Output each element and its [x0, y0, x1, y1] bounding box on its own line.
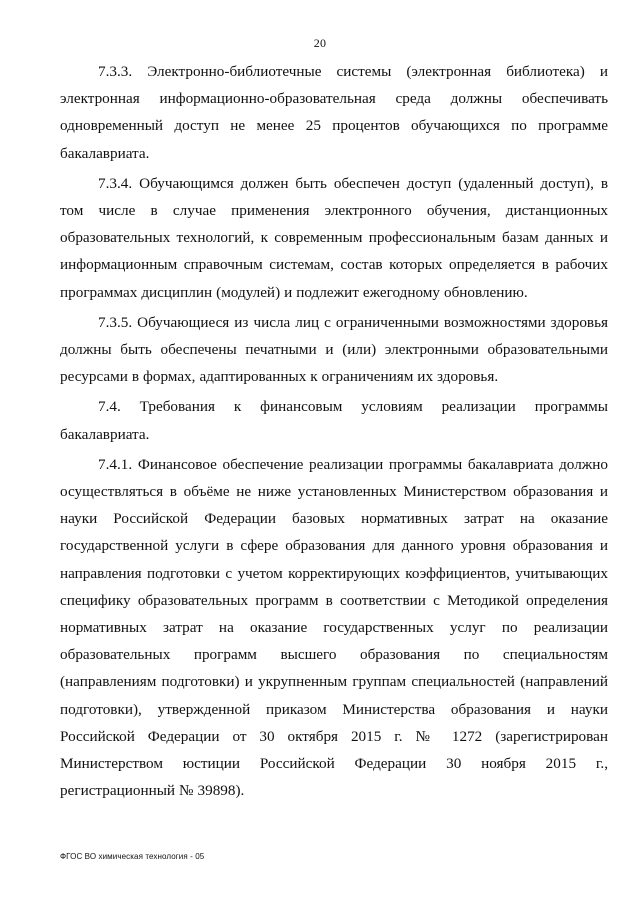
paragraph-7-4-1: 7.4.1. Финансовое обеспечение реализации программы бакалавриата должно осуществляться в объёме не ниже установленных Министерством образования и науки Российской Федерации базовых нормативных затрат на оказание государственной услуги в сфере образования для данного уровня образования и направления подготовки с учетом корректирующих коэффициентов, учитывающих специфику образовательных программ в соответствии с Методикой определения нормативных затрат на оказание государственных услуг по реализации образовательных программ высшего образования по специальностям (направлениям подготовки) и укрупненным группам специальностей (направлений подготовки), утвержденной приказом Министерства образования и науки Российской Федерации от 30 октября 2015 г. № 1272 (зарегистрирован Министерством юстиции Российской Федерации 30 ноября 2015 г., регистрационный № 39898).	[60, 455, 608, 800]
paragraph-7-3-3: 7.3.3. Электронно-библиотечные системы (электронная библиотека) и электронная информационно-образовательная среда должны обеспечивать одновременный доступ не менее 25 процентов обучающихся по программе бакалавриата.	[60, 63, 608, 162]
page-number: 20	[313, 36, 327, 50]
paragraph-7-3-4: 7.3.4. Обучающимся должен быть обеспечен доступ (удаленный доступ), в том числе в случае применения электронного обучения, дистанционных образовательных технологий, к современным профессиональным базам данных и информационным справочным системам, состав которых определяется в рабочих программах дисциплин (модулей) и подлежит ежегодному обновлению.	[60, 174, 608, 301]
page-footer: ФГОС ВО химическая технология - 05	[60, 852, 205, 861]
paragraph-7-3-5: 7.3.5. Обучающиеся из числа лиц с ограниченными возможностями здоровья должны быть обеспечены печатными и (или) электронными образовательными ресурсами в формах, адаптированных к ограничениям их здоровья.	[60, 313, 608, 386]
paragraph-7-4: 7.4. Требования к финансовым условиям реализации программы бакалавриата.	[60, 398, 608, 443]
document-body	[60, 58, 608, 807]
